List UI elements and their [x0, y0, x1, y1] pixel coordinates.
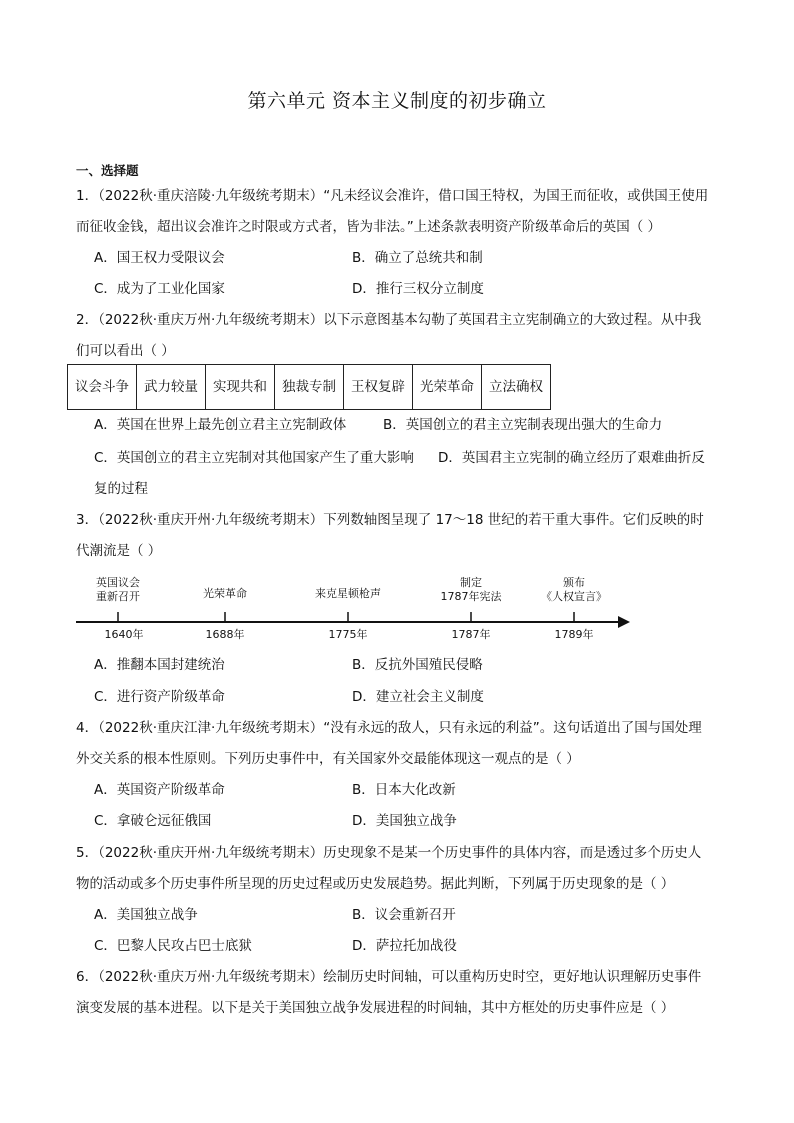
- q3-timeline-diagram: [70, 572, 640, 642]
- q2-stem-line1: 2．（2022秋·重庆万州·九年级统考期末）以下示意图基本勾勒了英国君主立宪制确立的大致过程。从中我: [76, 312, 702, 328]
- q1-option-b: B．确立了总统共和制: [352, 250, 483, 266]
- q4-option-b: B．日本大化改新: [352, 782, 456, 798]
- q4-option-c: C．拿破仑远征俄国: [94, 813, 212, 829]
- q5-option-c: C．巴黎人民攻占巴士底狱: [94, 938, 252, 954]
- flow-step: 光荣革命: [413, 365, 482, 409]
- timeline-year-label: 1775年: [328, 628, 368, 641]
- timeline-event-label: 颁布: [563, 576, 585, 589]
- q1-option-a: A．国王权力受限议会: [94, 250, 225, 266]
- timeline-event-label: 重新召开: [96, 590, 140, 603]
- q2-option-c: C．英国创立的君主立宪制对其他国家产生了重大影响: [94, 450, 414, 466]
- q2-stem-line2: 们可以看出（ ）: [76, 343, 175, 359]
- timeline-event-label: 《人权宣言》: [541, 590, 607, 603]
- flow-step: 实现共和: [206, 365, 275, 409]
- timeline-year-label: 1688年: [205, 628, 245, 641]
- q5-option-b: B．议会重新召开: [352, 907, 456, 923]
- q3-option-c: C．进行资产阶级革命: [94, 689, 225, 705]
- q4-stem-line2: 外交关系的根本性原则。下列历史事件中，有关国家外交最能体现这一观点的是（ ）: [76, 751, 580, 767]
- q3-option-b: B．反抗外国殖民侵略: [352, 657, 483, 673]
- timeline-event-label: 来克星顿枪声: [315, 587, 381, 600]
- section-heading: 一、选择题: [76, 163, 139, 178]
- timeline-year-label: 1787年: [451, 628, 491, 641]
- flow-step: 议会斗争: [68, 365, 137, 409]
- q3-option-d: D．建立社会主义制度: [352, 689, 484, 705]
- q4-stem-line1: 4．（2022秋·重庆江津·九年级统考期末）“没有永远的敌人，只有永远的利益”。这句话道出了国与国处理: [76, 720, 702, 736]
- q1-option-d: D．推行三权分立制度: [352, 281, 484, 297]
- q1-stem-line2: 而征收金钱，超出议会准许之时限或方式者，皆为非法。”上述条款表明资产阶级革命后的英国（ ）: [76, 219, 662, 235]
- q2-option-d: D．英国君主立宪制的确立经历了艰难曲折反: [438, 450, 705, 466]
- q2-option-d-continued: 复的过程: [94, 481, 148, 497]
- flow-step: 立法确权: [489, 379, 543, 395]
- q3-option-a: A．推翻本国封建统治: [94, 657, 225, 673]
- timeline-year-label: 1789年: [554, 628, 594, 641]
- q4-option-a: A．英国资产阶级革命: [94, 782, 225, 798]
- timeline-event-label: 英国议会: [96, 576, 140, 589]
- page-title: 第六单元 资本主义制度的初步确立: [247, 90, 547, 112]
- timeline-event-label: 1787年宪法: [440, 590, 502, 603]
- q1-stem-line1: 1．（2022秋·重庆涪陵·九年级统考期末）“凡未经议会准许，借口国王特权，为国王而征收，或供国王使用: [76, 188, 709, 204]
- q1-option-c: C．成为了工业化国家: [94, 281, 225, 297]
- q6-stem-line2: 演变发展的基本进程。以下是关于美国独立战争发展进程的时间轴，其中方框处的历史事件应是（ ）: [76, 1000, 675, 1016]
- q5-option-d: D．萨拉托加战役: [352, 938, 457, 954]
- timeline-event-label: 制定: [460, 576, 482, 589]
- q3-stem-line2: 代潮流是（ ）: [76, 543, 162, 559]
- q2-flow-diagram: [67, 364, 551, 410]
- flow-step: 独裁专制: [275, 365, 344, 409]
- flow-step: 王权复辟: [344, 365, 413, 409]
- q5-stem-line2: 物的活动或多个历史事件所呈现的历史过程或历史发展趋势。据此判断，下列属于历史现象的是（ ）: [76, 876, 675, 892]
- q5-option-a: A．美国独立战争: [94, 907, 198, 923]
- timeline-event-label: 光荣革命: [203, 587, 247, 600]
- timeline-arrow-icon: [618, 616, 630, 628]
- q5-stem-line1: 5．（2022秋·重庆开州·九年级统考期末）历史现象不是某一个历史事件的具体内容，而是透过多个历史人: [76, 845, 702, 861]
- q4-option-d: D．美国独立战争: [352, 813, 457, 829]
- q2-option-a: A．英国在世界上最先创立君主立宪制政体: [94, 417, 347, 433]
- q2-option-b: B．英国创立的君主立宪制表现出强大的生命力: [383, 417, 663, 433]
- timeline-year-label: 1640年: [104, 628, 144, 641]
- flow-step: 武力较量: [137, 365, 206, 409]
- q6-stem-line1: 6．（2022秋·重庆万州·九年级统考期末）绘制历史时间轴，可以重构历史时空，更好地认识理解历史事件: [76, 969, 702, 985]
- q3-stem-line1: 3．（2022秋·重庆开州·九年级统考期末）下列数轴图呈现了 17～18 世纪的若干重大事件。它们反映的时: [76, 512, 704, 528]
